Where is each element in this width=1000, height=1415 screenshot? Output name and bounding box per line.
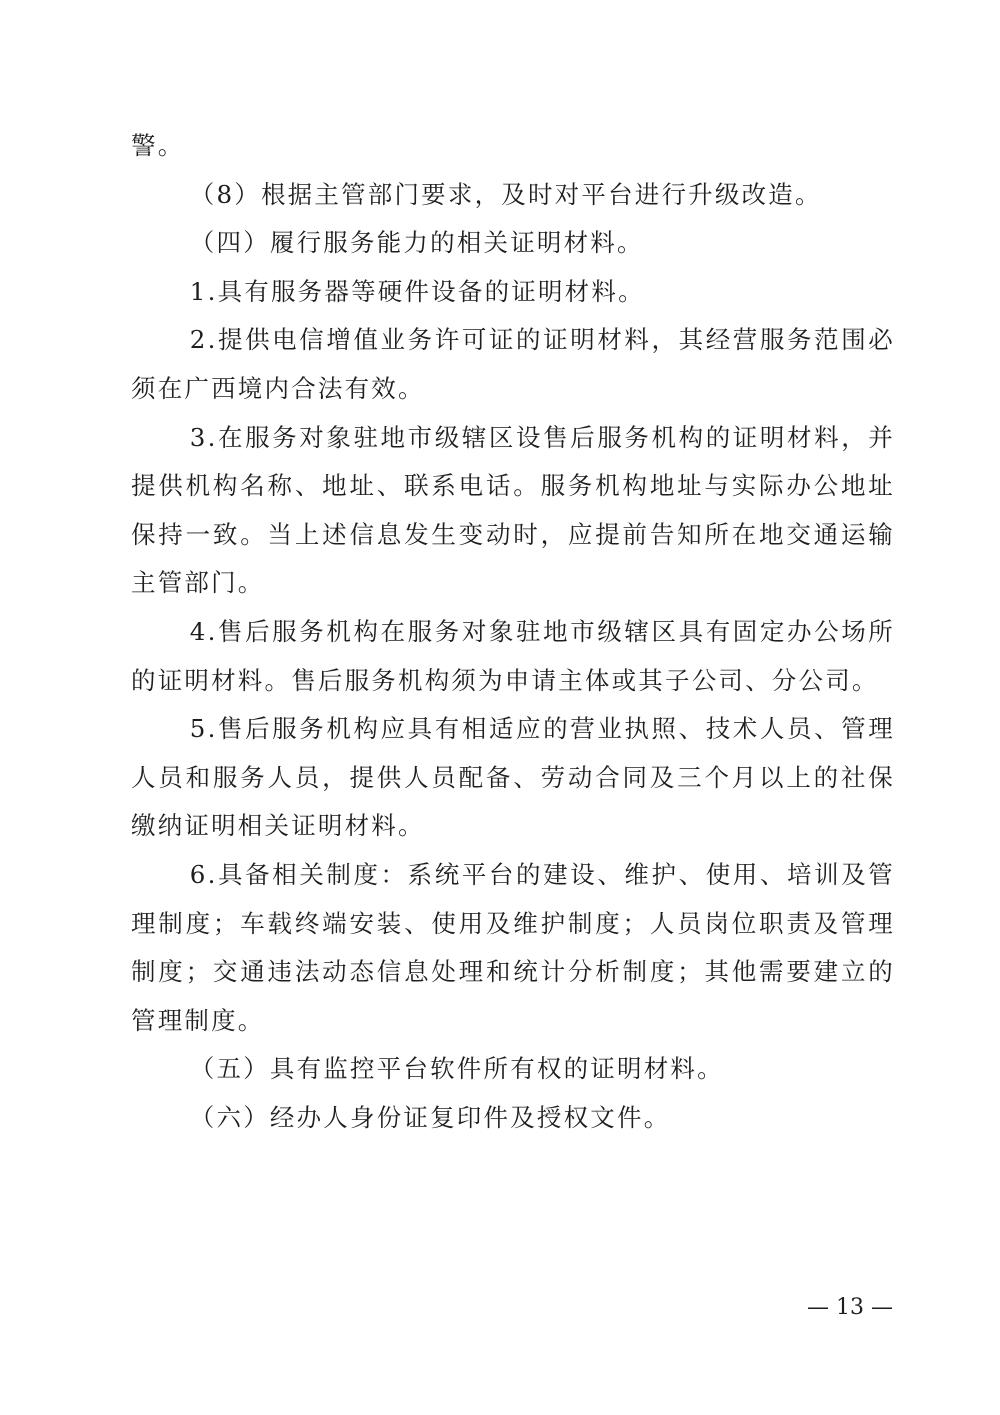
paragraph-item-6: 6.具备相关制度：系统平台的建设、维护、使用、培训及管理制度；车载终端安装、使用及维护制度；人员岗位职责及管理制度；交通违法动态信息处理和统计分析制度；其他需要建立的管理制度。 [131, 859, 895, 1035]
section-heading-5: （五）具有监控平台软件所有权的证明材料。 [189, 1054, 724, 1084]
document-body [131, 122, 895, 1142]
paragraph-item-1: 1.具有服务器等硬件设备的证明材料。 [189, 276, 645, 306]
paragraph-item-5: 5.售后服务机构应具有相适应的营业执照、技术人员、管理人员和服务人员，提供人员配备、劳动合同及三个月以上的社保缴纳证明相关证明材料。 [131, 714, 895, 841]
section-heading-4: （四）履行服务能力的相关证明材料。 [189, 228, 644, 258]
paragraph-item-8: （8）根据主管部门要求，及时对平台进行升级改造。 [189, 179, 822, 209]
paragraph-item-2: 2.提供电信增值业务许可证的证明材料，其经营服务范围必须在广西境内合法有效。 [131, 325, 895, 403]
paragraph-continuation: 警。 [131, 131, 185, 160]
paragraph-item-4: 4.售后服务机构在服务对象驻地市级辖区具有固定办公场所的证明材料。售后服务机构须为申请主体或其子公司、分公司。 [131, 616, 895, 695]
paragraph-item-3: 3.在服务对象驻地市级辖区设售后服务机构的证明材料，并提供机构名称、地址、联系电话。服务机构地址与实际办公地址保持一致。当上述信息发生变动时，应提前告知所在地交通运输主管部门。 [131, 422, 895, 598]
page-number: — 13 — [807, 1295, 893, 1320]
section-heading-6: （六）经办人身份证复印件及授权文件。 [189, 1102, 671, 1132]
